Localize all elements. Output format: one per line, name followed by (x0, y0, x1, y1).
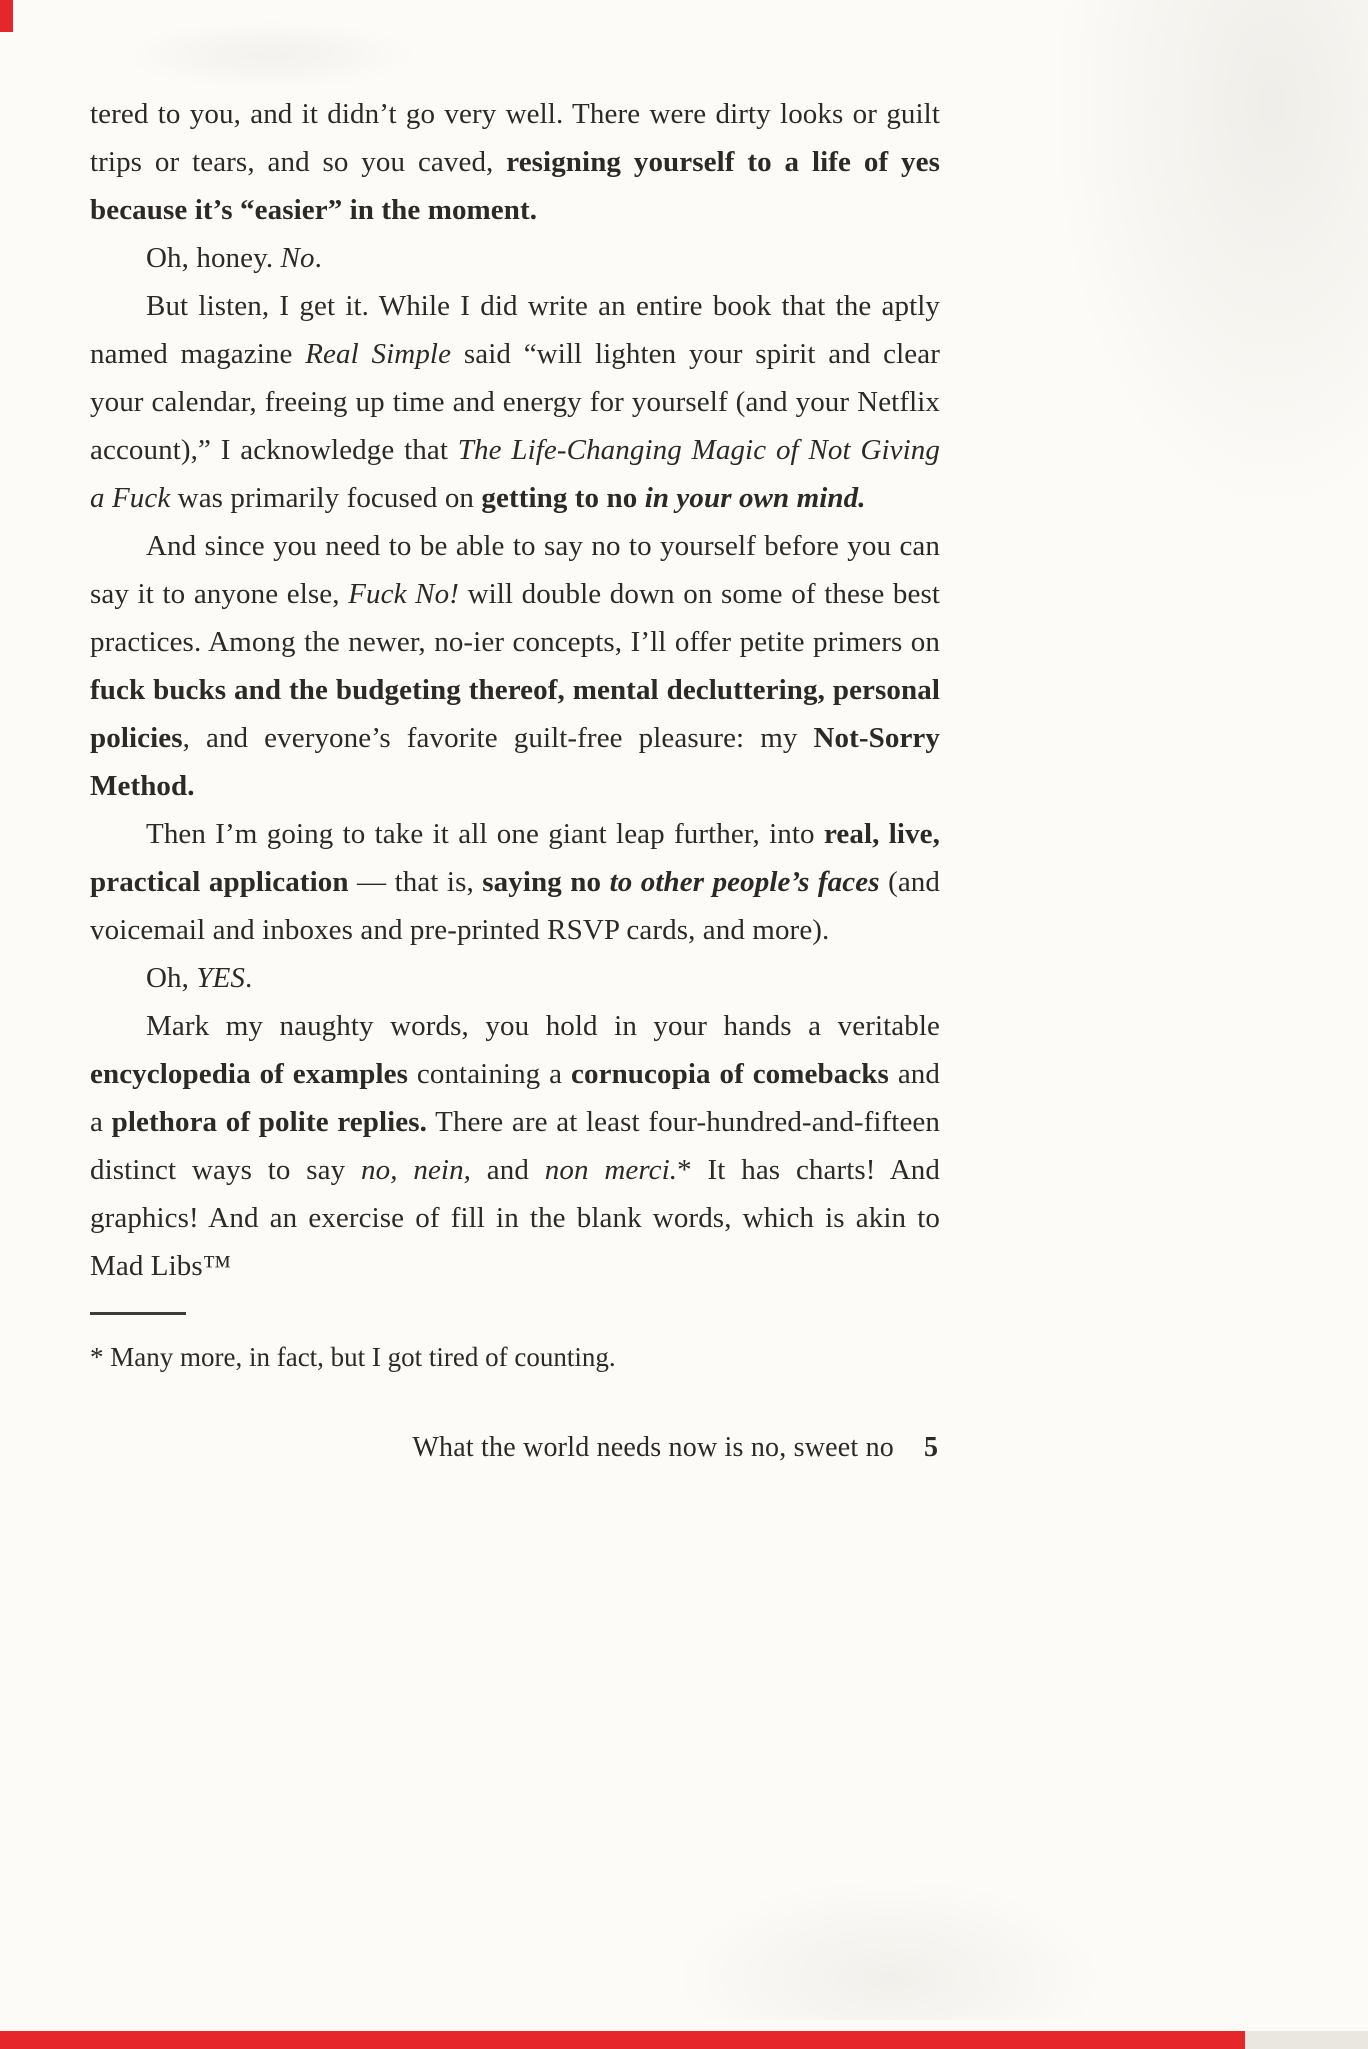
text-segment: , and everyone’s favorite guilt-free pleasure: my (182, 722, 814, 754)
footnote-text: * Many more, in fact, but I got tired of counting. (90, 1342, 616, 1372)
paragraph (90, 1002, 940, 1290)
scan-artifact (120, 20, 420, 90)
footnote-area (90, 1312, 940, 1377)
paragraph (90, 90, 940, 234)
paragraph (90, 522, 940, 810)
paragraph (90, 810, 940, 954)
text-segment: non merci. (544, 1154, 678, 1186)
text-segment: said “will lighten your spirit and clear your calendar, freeing up time and energy for yourself (and your Netflix account),” I acknowledge that (90, 338, 941, 466)
text-segment: But listen, I get it. While I did write an entire book that the aptly named magazine (90, 290, 940, 370)
text-segment: There are at least four-hundred-and-fifteen distinct ways to say (90, 1106, 940, 1186)
running-title: What the world needs now is no, sweet no (412, 1432, 894, 1463)
text-segment: to other people’s faces (609, 866, 880, 898)
text-segment: Oh, honey. (146, 242, 281, 274)
text-segment: . (314, 242, 322, 274)
scan-artifact (680, 1880, 1100, 2020)
text-segment: . (245, 962, 253, 994)
paragraph (90, 282, 940, 522)
text-segment: was primarily focused on (170, 482, 482, 514)
page-footer (90, 1432, 938, 1464)
text-segment: real, live, practical application (90, 818, 940, 898)
text-segment: encyclopedia of examples (90, 1058, 408, 1090)
paragraph (90, 234, 940, 282)
text-segment: Oh, (146, 962, 197, 994)
text-segment: fuck bucks and the budgeting thereof, mental decluttering, personal policies (90, 674, 940, 754)
text-segment: tered to you, and it didn’t go very well. There were dirty looks or guilt trips or tears, and so you caved, (90, 98, 940, 178)
text-segment: Not-Sorry Method. (90, 722, 940, 802)
text-segment: containing a (407, 1058, 572, 1090)
book-cover-edge-bottom (0, 2031, 1245, 2049)
body-text (90, 90, 940, 1290)
text-segment: Mark my naughty words, you hold in your hands a veritable (146, 1010, 940, 1042)
text-segment: The Life-Changing Magic of Not Giving a Fuck (90, 434, 940, 514)
text-segment: Real Simple (305, 338, 452, 370)
text-segment: will double down on some of these best practices. Among the newer, no-ier concepts, I’ll offer petite primers on (90, 578, 940, 658)
footnote-divider (90, 1312, 186, 1315)
page-bottom-shadow (1245, 2031, 1368, 2049)
text-segment: no, nein, (361, 1154, 472, 1186)
text-segment: * It has charts! And graphics! And an exercise of fill in the blank words, which is akin to Mad Libs™ (90, 1154, 940, 1282)
text-segment: in your own mind. (644, 482, 866, 514)
paragraph (90, 954, 940, 1002)
scan-artifact (1050, 0, 1368, 520)
text-segment: — that is, (348, 866, 483, 898)
text-segment: plethora of polite replies. (111, 1106, 427, 1138)
text-segment: saying no (482, 866, 610, 898)
text-segment: resigning yourself to a life of yes because it’s “easier” in the moment. (90, 146, 940, 226)
text-segment: Then I’m going to take it all one giant leap further, into (146, 818, 824, 850)
page-number: 5 (924, 1432, 938, 1463)
text-segment: cornucopia of comebacks (571, 1058, 889, 1090)
text-segment: (and voicemail and inboxes and pre-printed RSVP cards, and more). (90, 866, 941, 946)
text-segment: No (280, 242, 315, 274)
text-segment: and (471, 1154, 545, 1186)
text-segment: And since you need to be able to say no to yourself before you can say it to anyone else, (90, 530, 940, 610)
text-segment: and a (90, 1058, 940, 1138)
text-segment: getting to no (481, 482, 645, 514)
book-cover-edge-top (0, 0, 13, 32)
text-segment: YES (196, 962, 245, 994)
text-segment: Fuck No! (348, 578, 459, 610)
